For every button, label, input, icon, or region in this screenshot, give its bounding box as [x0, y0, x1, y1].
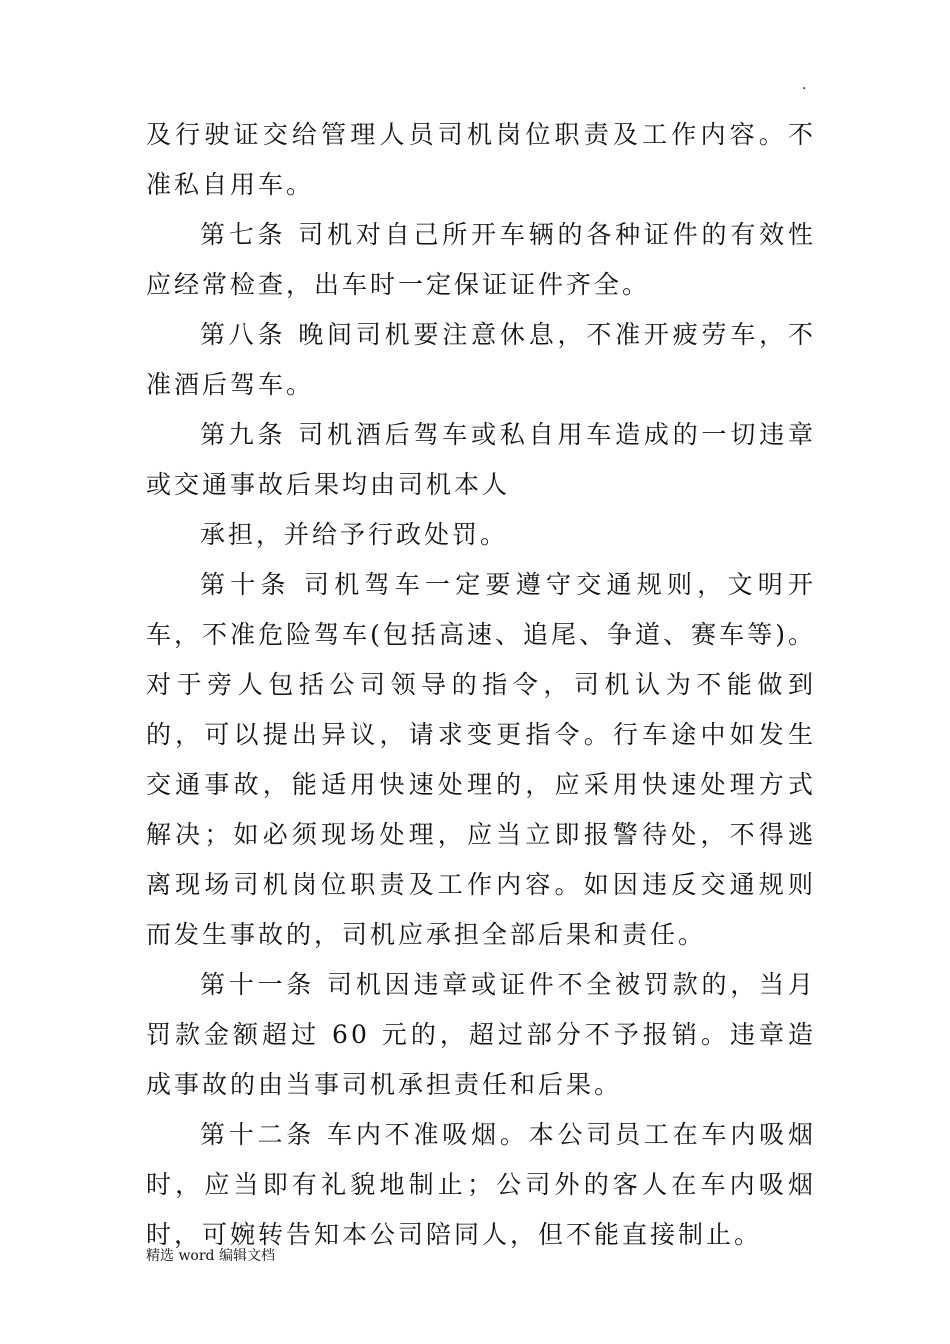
paragraph-article-10: 第十条 司机驾车一定要遵守交通规则，文明开车，不准危险驾车(包括高速、追尾、争道、赛车等)。对于旁人包括公司领导的指令，司机认为不能做到的，可以提出异议，请求变更指令。行车途中如发生交通事故，能适用快速处理的，应采用快速处理方式解决；如必须现场处理，应当立即报警待处，不得逃离现场司机岗位职责及工作内容。如因违反交通规则而发生事故的，司机应承担全部后果和责任。 [146, 570, 816, 949]
paragraph-article-8: 第八条 晚间司机要注意休息，不准开疲劳车，不准酒后驾车。 [146, 320, 816, 399]
page-footer: 精选 word 编辑文档 [146, 1248, 275, 1264]
document-body [146, 110, 816, 1260]
paragraph-article-11: 第十一条 司机因违章或证件不全被罚款的，当月罚款金额超过 60 元的，超过部分不予报销。违章造成事故的由当事司机承担责任和后果。 [146, 970, 816, 1099]
paragraph-article-7: 第七条 司机对自己所开车辆的各种证件的有效性应经常检查，出车时一定保证证件齐全。 [146, 220, 816, 299]
paragraph-article-12: 第十二条 车内不准吸烟。本公司员工在车内吸烟时，应当即有礼貌地制止；公司外的客人在车内吸烟时，可婉转告知本公司陪同人，但不能直接制止。 [146, 1120, 816, 1249]
paragraph-article-9-cont: 承担，并给予行政处罚。 [200, 520, 509, 549]
paragraph-article-9: 第九条 司机酒后驾车或私自用车造成的一切违章或交通事故后果均由司机本人 [146, 420, 816, 499]
paragraph-continuation: 及行驶证交给管理人员司机岗位职责及工作内容。不准私自用车。 [146, 120, 816, 199]
corner-mark: . [802, 77, 807, 93]
